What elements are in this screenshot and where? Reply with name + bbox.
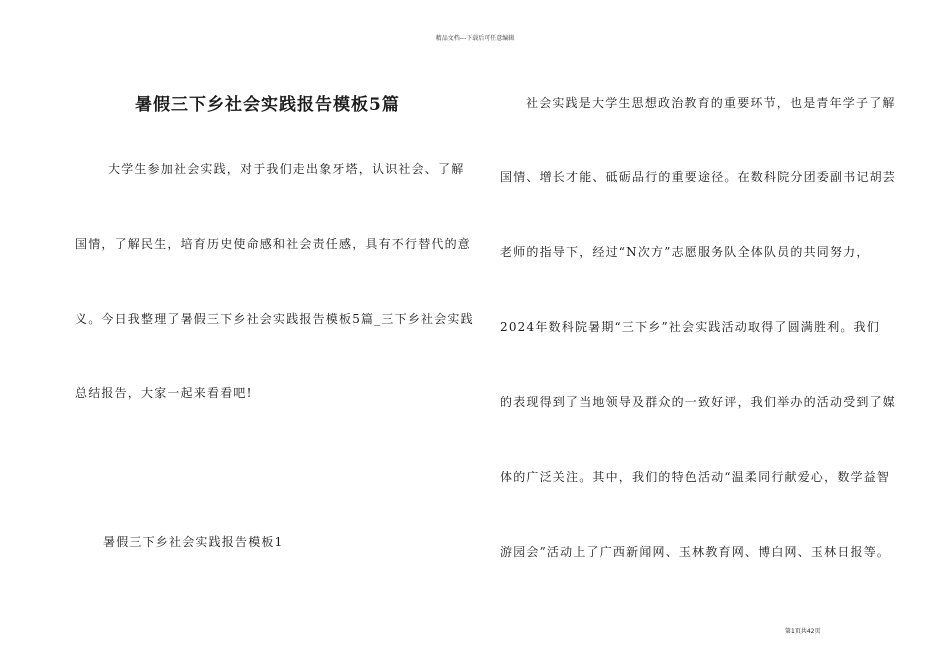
page-number: 第1页共42页 (785, 628, 821, 635)
paragraph-line: 体的广泛关注。其中，我们的特色活动“温柔同行献爱心，数学益智 (500, 470, 891, 484)
paragraph-line: 的表现得到了当地领导及群众的一致好评，我们举办的活动受到了媒 (500, 395, 897, 409)
paragraph-line: 大学生参加社会实践，对于我们走出象牙塔，认识社会、了解 (108, 162, 465, 176)
paragraph-line: 2024年数科院暑期“三下乡”社会实践活动取得了圆满胜利。我们 (500, 320, 881, 334)
document-title: 暑假三下乡社会实践报告模板5篇 (135, 95, 400, 115)
paragraph-line: 义。今日我整理了暑假三下乡社会实践报告模板5篇_三下乡社会实践 (75, 312, 474, 326)
section-subheading: 暑假三下乡社会实践报告模板1 (103, 535, 284, 549)
paragraph-line: 游园会”活动上了广西新闻网、玉林教育网、博白网、玉林日报等。 (500, 545, 891, 559)
paragraph-line: 国情、增长才能、砥砺品行的重要途径。在数科院分团委副书记胡芸 (500, 170, 897, 184)
header-note: 精品文档---下载后可任意编辑 (435, 35, 515, 42)
paragraph-line: 国情，了解民生，培育历史使命感和社会责任感，具有不行替代的意 (75, 237, 472, 251)
paragraph-line: 总结报告，大家一起来看看吧! (75, 386, 253, 400)
paragraph-line: 社会实践是大学生思想政治教育的重要环节，也是青年学子了解 (526, 96, 896, 110)
paragraph-line: 老师的指导下，经过“N次方”志愿服务队全体队员的共同努力， (500, 245, 870, 259)
